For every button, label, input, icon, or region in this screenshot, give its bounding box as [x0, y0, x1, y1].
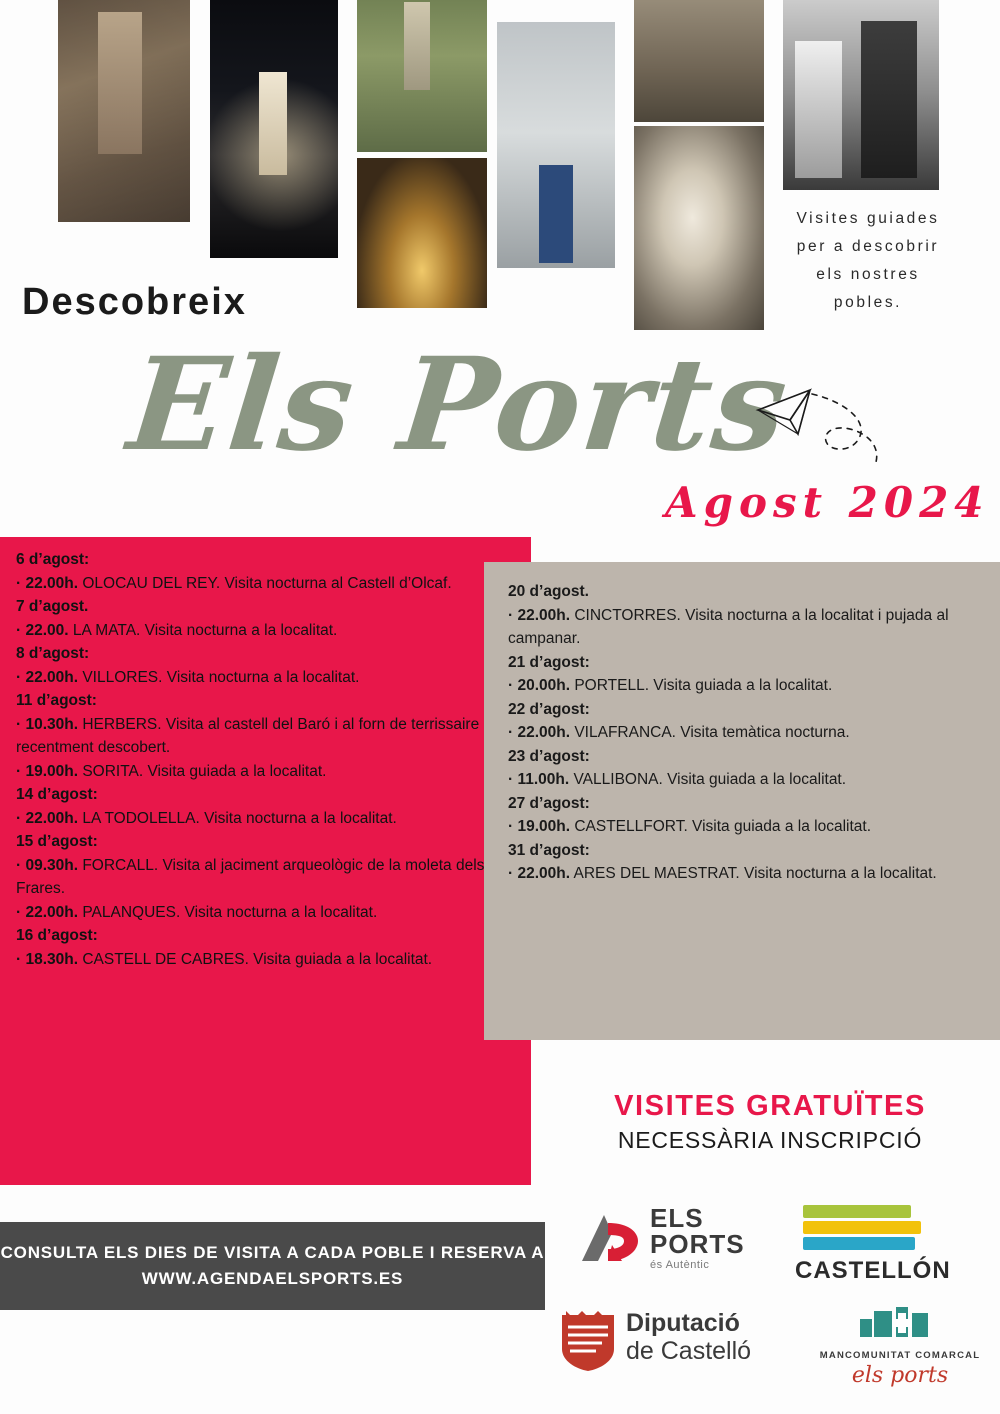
schedule-day-label: 22 d’agost:: [508, 700, 590, 718]
photo-stone-hut: [634, 0, 764, 122]
schedule-day-label: 21 d’agost:: [508, 653, 590, 671]
mancomunitat-mark-icon: [840, 1305, 960, 1345]
castellon-bar-blue: [803, 1237, 915, 1250]
logo-castellon: [795, 1205, 951, 1285]
castellon-wordmark: CASTELLÓN: [795, 1257, 951, 1284]
mancomunitat-line1: MANCOMUNITAT COMARCAL: [819, 1350, 981, 1361]
diputacio-shield-icon: [560, 1309, 616, 1371]
schedule-day-label: 6 d’agost:: [16, 551, 90, 568]
photo-dry-stone-dome: [634, 126, 764, 330]
castellon-bar-yellow: [803, 1221, 921, 1234]
els-ports-line1: ELS: [650, 1203, 704, 1233]
schedule-event: · 20.00h. PORTELL. Visita guiada a la localitat.: [508, 677, 833, 694]
schedule-day-label: 8 d’agost:: [16, 645, 90, 662]
page-date: Agost 2024: [665, 478, 990, 527]
schedule-day-label: 14 d’agost:: [16, 786, 98, 803]
schedule-day-label: 31 d’agost:: [508, 841, 590, 859]
schedule-event: · 10.30h. HERBERS. Visita al castell del Baró i al forn de terrissaire recentment descobert.: [16, 715, 480, 756]
free-visits-headline: VISITES GRATUÏTES: [614, 1090, 926, 1122]
schedule-day-label: 16 d’agost:: [16, 927, 98, 944]
schedule-day-label: 27 d’agost:: [508, 794, 590, 812]
logo-mancomunitat: [810, 1305, 990, 1388]
schedule-event: · 11.00h. VALLIBONA. Visita guiada a la localitat.: [508, 771, 847, 788]
page-title: Els Ports: [122, 330, 796, 480]
mancomunitat-line2: els ports: [851, 1363, 949, 1388]
schedule-left: [16, 548, 508, 971]
schedule-event: · 09.30h. FORCALL. Visita al jaciment arqueològic de la moleta dels Frares.: [16, 856, 485, 897]
photo-baroque-facade: [497, 22, 615, 268]
photo-village-night: [210, 0, 338, 258]
els-ports-tagline: és Autèntic: [650, 1259, 710, 1271]
free-visits-notice: [560, 1090, 980, 1154]
diputacio-line1: Diputació: [626, 1309, 740, 1337]
schedule-event: · 22.00h. VILAFRANCA. Visita temàtica nocturna.: [508, 724, 850, 741]
page-kicker: Descobreix: [22, 281, 247, 323]
booking-banner[interactable]: CONSULTA ELS DIES DE VISITA A CADA POBLE I RESERVA A WWW.AGENDAELSPORTS.ES: [0, 1222, 545, 1310]
schedule-day-label: 11 d’agost:: [16, 692, 97, 709]
logo-els-ports: [578, 1205, 778, 1281]
diputacio-line2: de Castelló: [626, 1337, 752, 1365]
schedule-event: · 22.00h. LA TODOLELLA. Visita nocturna a la localitat.: [16, 809, 397, 827]
paper-plane-icon: [750, 378, 880, 473]
logo-diputacio-castello: [560, 1305, 780, 1380]
photo-vaulted-passage: [357, 158, 487, 308]
schedule-day-label: 7 d’agost.: [16, 598, 89, 615]
schedule-event: · 22.00h. VILLORES. Visita nocturna a la localitat.: [16, 668, 360, 686]
schedule-day-label: 20 d’agost.: [508, 583, 589, 600]
schedule-event: · 22.00h. OLOCAU DEL REY. Visita nocturna al Castell d’Olcaf.: [16, 574, 452, 592]
els-ports-line2: PORTS: [650, 1229, 745, 1259]
photo-stone-arch: [357, 0, 487, 152]
schedule-day-label: 23 d’agost:: [508, 747, 590, 765]
tagline: Visites guiades per a descobrir els nostres pobles.: [796, 210, 940, 311]
free-visits-subline: NECESSÀRIA INSCRIPCIÓ: [617, 1127, 923, 1153]
schedule-right: [508, 580, 986, 886]
castellon-bar-green: [803, 1205, 911, 1218]
schedule-event: · 22.00. LA MATA. Visita nocturna a la localitat.: [16, 621, 338, 639]
schedule-event: · 19.00h. SORITA. Visita guiada a la localitat.: [16, 762, 327, 780]
schedule-event: · 19.00h. CASTELLFORT. Visita guiada a la localitat.: [508, 818, 871, 835]
schedule-event: · 22.00h. ARES DEL MAESTRAT. Visita nocturna a la localitat.: [508, 865, 937, 882]
photo-couple-bw: [783, 0, 939, 190]
els-ports-mark-icon: [578, 1211, 644, 1269]
schedule-event: · 22.00h. CINCTORRES. Visita nocturna a la localitat i pujada al campanar.: [508, 606, 949, 647]
photo-church-tower: [58, 0, 190, 222]
schedule-day-label: 15 d’agost:: [16, 833, 98, 850]
schedule-event: · 18.30h. CASTELL DE CABRES. Visita guiada a la localitat.: [16, 950, 433, 968]
schedule-event: · 22.00h. PALANQUES. Visita nocturna a la localitat.: [16, 903, 378, 921]
